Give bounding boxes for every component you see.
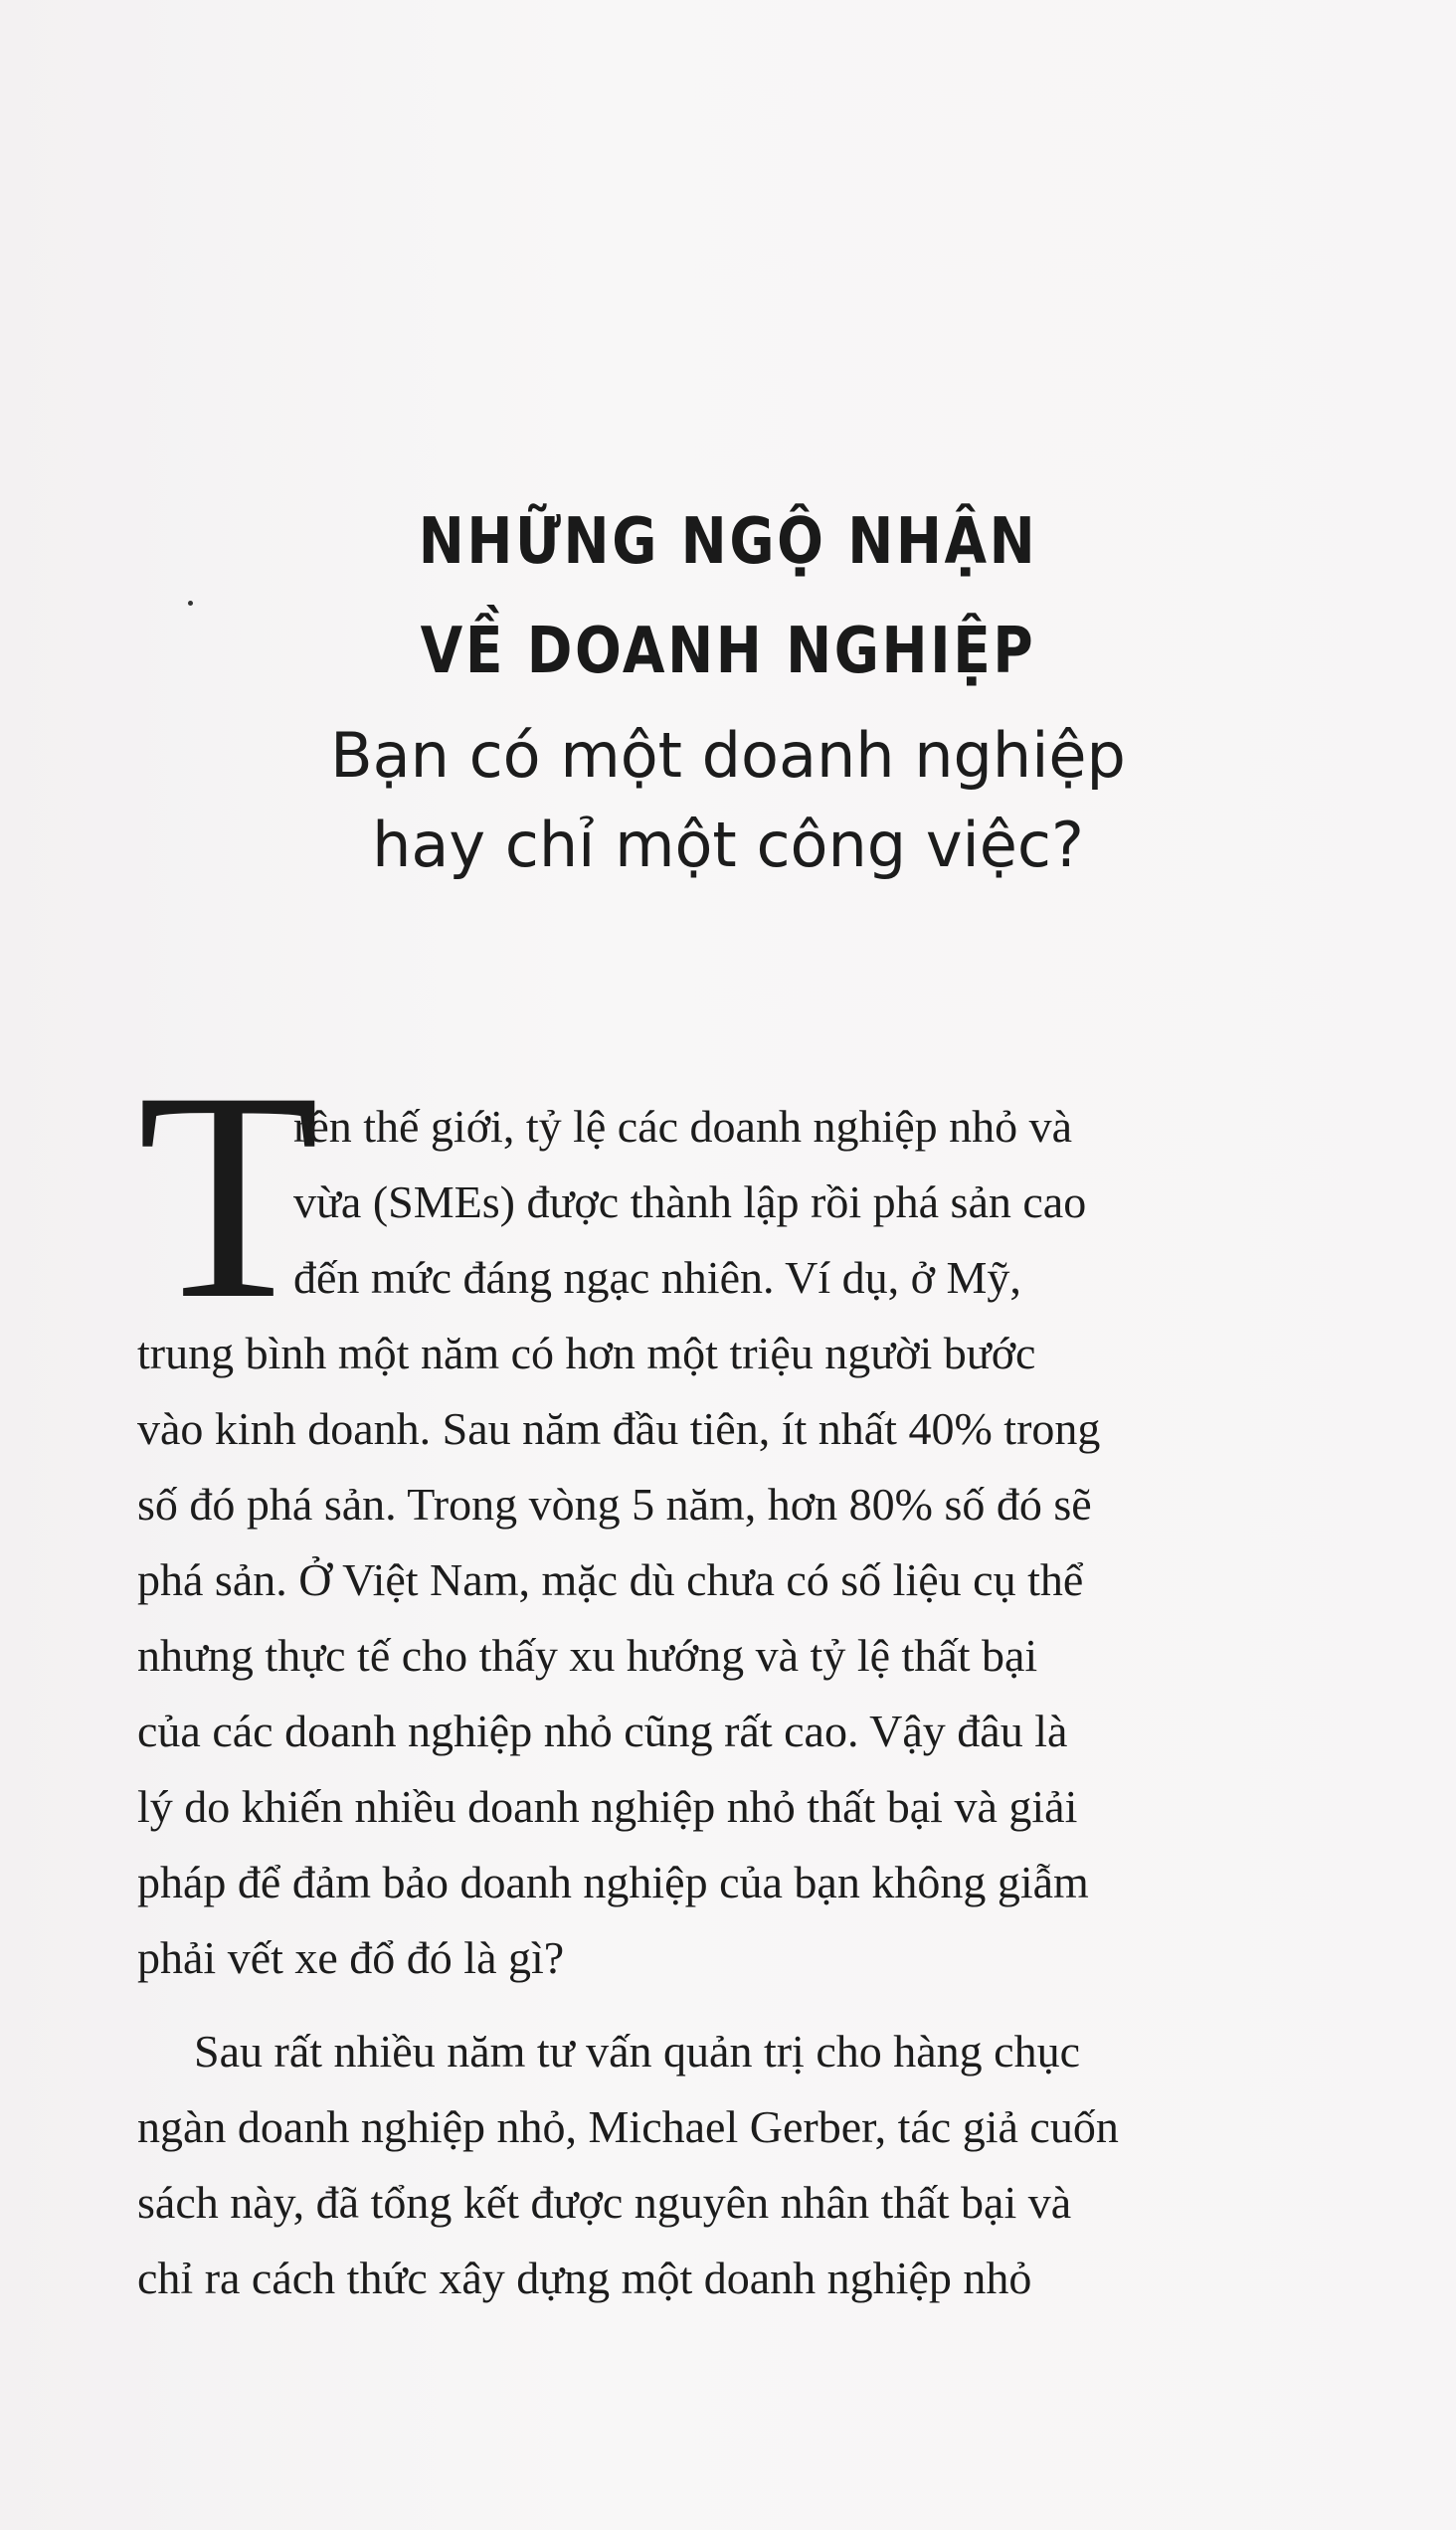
body-line: vừa (SMEs) được thành lập rồi phá sản cao	[293, 1176, 1087, 1227]
body-line: số đó phá sản. Trong vòng 5 năm, hơn 80% số đó sẽ	[137, 1479, 1092, 1530]
body-line: vào kinh doanh. Sau năm đầu tiên, ít nhất 40% trong	[137, 1403, 1101, 1454]
drop-cap: T	[137, 1030, 320, 1360]
body-line: pháp để đảm bảo doanh nghiệp của bạn không giẫm	[137, 1857, 1089, 1907]
body-line: Sau rất nhiều năm tư vấn quản trị cho hàng chục	[194, 2026, 1081, 2077]
chapter-subtitle-line-1: Bạn có một doanh nghiệp	[330, 719, 1126, 792]
chapter-title-line-1: NHỮNG NGỘ NHẬN	[418, 505, 1038, 579]
body-line: ngàn doanh nghiệp nhỏ, Michael Gerber, tác giả cuốn	[137, 2101, 1119, 2152]
body-line: phá sản. Ở Việt Nam, mặc dù chưa có số liệu cụ thể	[137, 1554, 1084, 1605]
body-line: chỉ ra cách thức xây dựng một doanh nghiệp nhỏ	[137, 2253, 1032, 2303]
chapter-title-line-2: VỀ DOANH NGHIỆP	[420, 615, 1036, 688]
body-line: lý do khiến nhiều doanh nghiệp nhỏ thất bại và giải	[137, 1781, 1078, 1832]
body-line: sách này, đã tổng kết được nguyên nhân thất bại và	[137, 2177, 1072, 2228]
body-line: đến mức đáng ngạc nhiên. Ví dụ, ở Mỹ,	[293, 1252, 1021, 1303]
chapter-subtitle-line-2: hay chỉ một công việc?	[372, 809, 1084, 881]
body-line: trung bình một năm có hơn một triệu người bước	[137, 1328, 1036, 1378]
body-line: nhưng thực tế cho thấy xu hướng và tỷ lệ thất bại	[137, 1630, 1038, 1681]
body-line: phải vết xe đổ đó là gì?	[137, 1932, 565, 1983]
body-line: rên thế giới, tỷ lệ các doanh nghiệp nhỏ và	[293, 1101, 1073, 1152]
body-line: của các doanh nghiệp nhỏ cũng rất cao. Vậy đâu là	[137, 1706, 1068, 1756]
